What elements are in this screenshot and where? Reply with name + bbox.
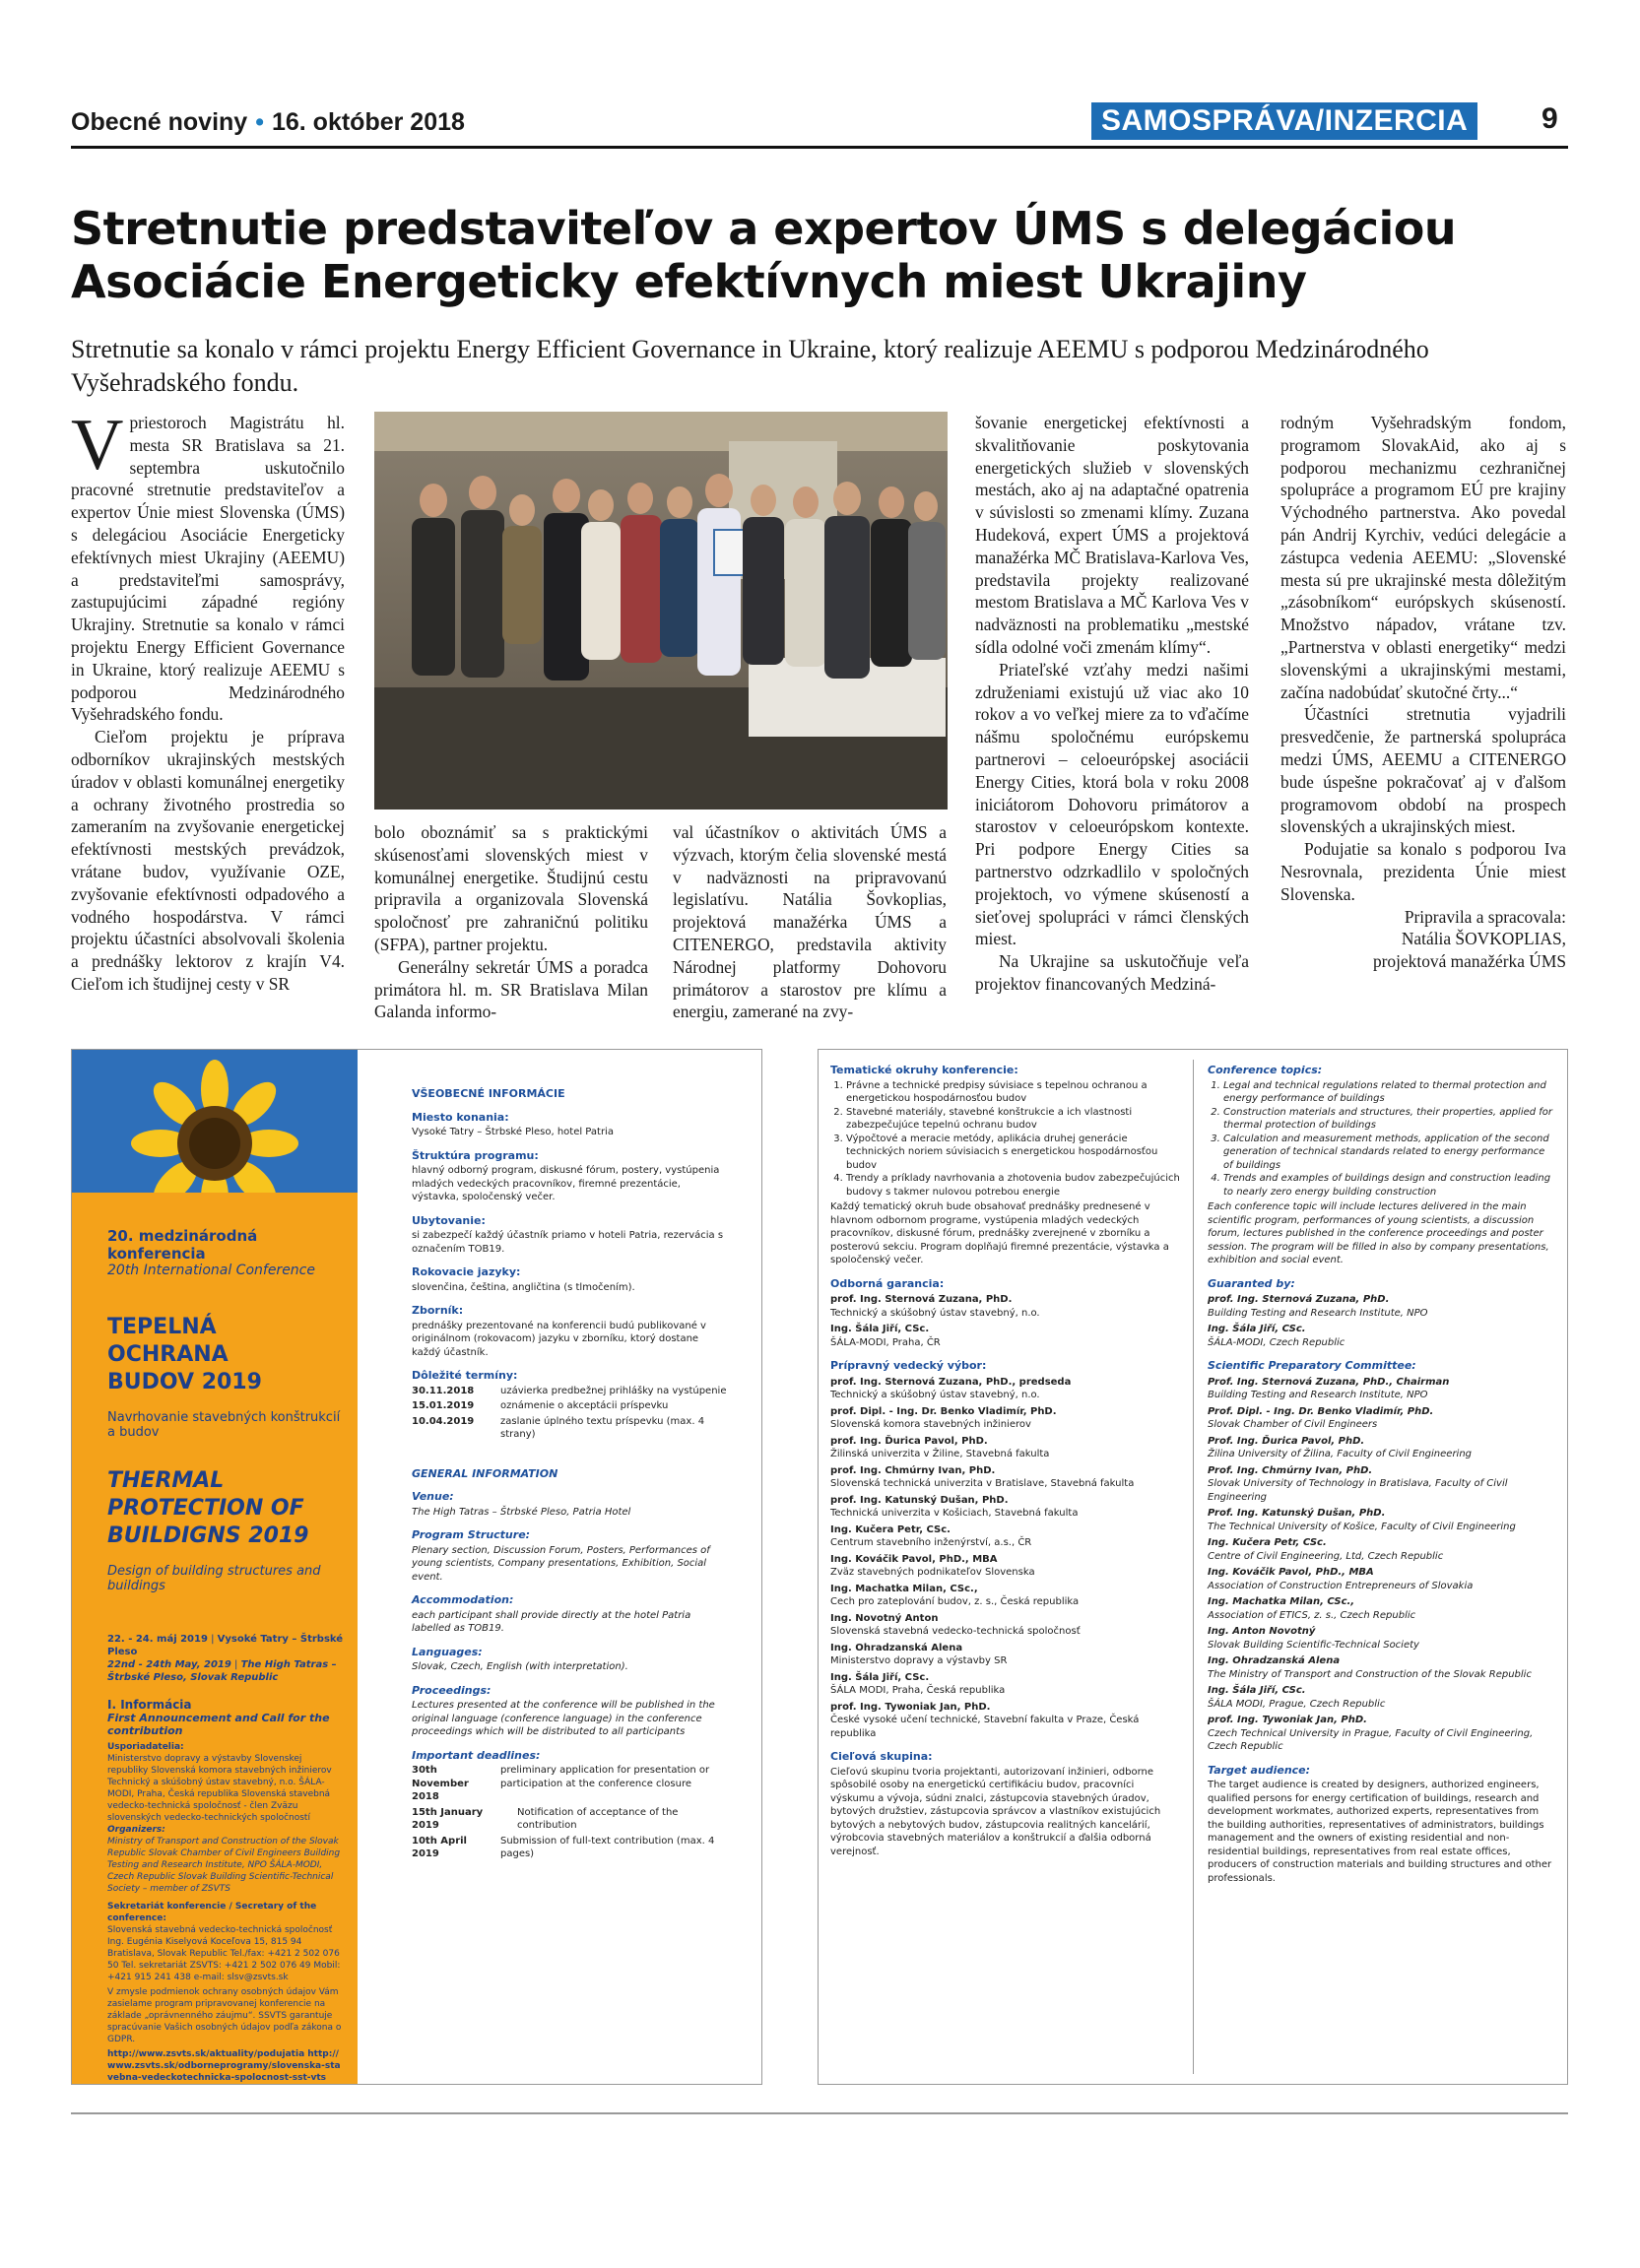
topics-heading-en: Conference topics: <box>1208 1064 1323 1076</box>
committee-member <box>830 1553 1180 1580</box>
deadline-date: 15.01.2019 <box>412 1400 475 1411</box>
secretary-heading: Sekretariát konferencie / Secretary of the conference: <box>107 1902 317 1923</box>
member-name: Ing. Kováčik Pavol, PhD., MBA <box>1208 1567 1374 1578</box>
member-name: Ing. Novotný Anton <box>830 1612 939 1624</box>
organizers-text: Ministerstvo dopravy a výstavby Slovenskej republiky Slovenská komora stavebných inžinierov Technický a skúšobný ústav stavebný, n.o. ŠÁLA-MODI, Praha, Česká republika Slovenská stavebná vedecko-technická spoločnosť - člen Zväzu slovenských vedecko-technických spoločností <box>107 1754 332 1823</box>
deadline-row <box>412 1835 727 1861</box>
accommodation-heading-en: Accommodation: <box>412 1593 514 1606</box>
committee-member <box>830 1293 1180 1320</box>
committee-member <box>1208 1405 1557 1432</box>
member-name: Ing. Ohradzanská Alena <box>830 1642 963 1653</box>
committee-member <box>830 1494 1180 1521</box>
member-name: Ing. Šála Jiří, CSc. <box>830 1671 930 1683</box>
member-name: prof. Ing. Ďurica Pavol, PhD. <box>830 1435 988 1447</box>
article-paragraph: Účastníci stretnutia vyjadrili presvedčenie, že partnerská spolupráca medzi ÚMS, AEEMU a CITENERGO bude úspešne pokračovať aj v ďalšom programovom období na prospech slovenských a ukrajinských miest. <box>1280 704 1566 837</box>
deadlines-heading-en: Important deadlines: <box>412 1748 541 1762</box>
member-affiliation: Technický a skúšobný ústav stavebný, n.o. <box>830 1307 1040 1319</box>
deadlines-list <box>412 1385 727 1442</box>
member-name: Ing. Kučera Petr, CSc. <box>830 1523 951 1535</box>
accommodation-text-en: each participant shall provide directly at the hotel Patria labelled as TOB19. <box>412 1609 691 1634</box>
column-divider <box>1193 1060 1194 2074</box>
member-name: Prof. Ing. Sternová Zuzana, PhD., Chairman <box>1208 1376 1450 1388</box>
article-paragraph <box>71 405 345 726</box>
committee-member <box>1208 1536 1557 1563</box>
member-name: Ing. Machatka Milan, CSc., <box>1208 1596 1355 1607</box>
committee-member <box>830 1405 1180 1432</box>
guarantee-heading-en: Guaranted by: <box>1208 1276 1295 1290</box>
committee-list-en <box>1208 1376 1557 1754</box>
organizers-heading: Usporiadatelia: <box>107 1742 184 1752</box>
deadline-date: 30th November 2018 <box>412 1765 469 1802</box>
masthead <box>71 108 465 137</box>
committee-member <box>1208 1654 1557 1681</box>
article-column-2 <box>374 821 648 1023</box>
topics-column-en <box>1208 1064 1557 1887</box>
committee-heading-en: Scientific Preparatory Committee: <box>1208 1359 1416 1372</box>
photo-illustration <box>374 412 948 810</box>
article-paragraph: Cieľom projektu je príprava odborníkov ukrajinských mestských úradov v oblasti komunálnej energetiky a ochrany životného prostredia so zameraním na zvyšovanie energetickej efektívnosti mestských prevádzok, vrátane budov, využívanie OZE, zvyšovanie efektívnosti odpadového a vodného hospodárstva. V rámci projektu účastníci absolvovali školenia a prednášky lektorov z krajín V4. Cieľom ich študijnej cesty v SR <box>71 727 345 994</box>
article-paragraph: val účastníkov o aktivitách ÚMS a výzvach, ktorým čelia slovenské mestá v nadväznosti na pripravovanú legislatívu. Natália Šovkoplias, projektová manažérka ÚMS a CITENERGO, predstavila aktivity Národnej platformy Dohovoru primátorov a starostov pre klímu a energiu, zamerané na zvy- <box>673 822 947 1022</box>
member-affiliation: Building Testing and Research Institute, NPO <box>1208 1390 1428 1400</box>
info-heading: I. Informácia <box>107 1698 192 1712</box>
member-name: Ing. Ohradzanská Alena <box>1208 1655 1341 1666</box>
audience-heading: Cieľová skupina: <box>830 1750 933 1763</box>
article-paragraph: šovanie energetickej efektívnosti a skvalitňovanie poskytovania energetických služieb v slovenských mestách, ako aj na adaptačné opatrenia v súvislosti so zmenami klímy. Zuzana Hudeková, expert ÚMS a projektová manažérka MČ Bratislava-Karlova Ves, predstavila projekty realizované mestom Bratislava a MČ Karlova Ves v nadväznosti na problematiku „mestské sídla odolné voči zmenám klímy“. <box>975 413 1249 657</box>
member-name: Ing. Šála Jiří, CSc. <box>1208 1324 1306 1334</box>
organizers-block <box>107 1741 344 2084</box>
member-affiliation: Centrum stavebního inženýrství, a.s., ČR <box>830 1537 1032 1548</box>
member-affiliation: Slovenská komora stavebných inžinierov <box>830 1419 1031 1430</box>
guarantee-heading: Odborná garancia: <box>830 1276 945 1290</box>
deadline-date: 15th January 2019 <box>412 1806 484 1831</box>
byline-label: Pripravila a spracovala: <box>1404 906 1566 927</box>
header-rule <box>71 146 1568 149</box>
info-heading-en: First Announcement and Call for the contribution <box>107 1712 330 1737</box>
member-name: Ing. Machatka Milan, CSc., <box>830 1583 978 1594</box>
committee-member <box>830 1642 1180 1668</box>
deadline-text: uzávierka predbežnej prihlášky na vystúpenie <box>500 1385 727 1396</box>
deadline-text: Submission of full-text contribution (max. 4 pages) <box>500 1835 715 1859</box>
venue-heading-en: Venue: <box>412 1490 454 1503</box>
gdpr-note: V zmysle podmienok ochrany osobných údajov Vám zasielame program pripravovanej konferencie na základe „oprávnenného záujmu“. SSVTS garantuje spracúvanie Vašich osobných údajov podľa zákona o GDPR. <box>107 1987 342 2044</box>
article-column-4 <box>975 412 1249 996</box>
venue-heading: Miesto konania: <box>412 1110 509 1124</box>
separator-dot: • <box>255 108 264 136</box>
committee-member <box>830 1671 1180 1698</box>
delegation-group-photo <box>374 412 948 810</box>
topic-item: 1. Právne a technické predpisy súvisiace s tepelnou ochranou a energetickou hospodárnosťou budov <box>846 1079 1180 1106</box>
page-number: 9 <box>1542 102 1558 135</box>
topic-item: 1. Legal and technical regulations related to thermal protection and energy performance of buildings <box>1223 1079 1557 1106</box>
title-line: BUDOV 2019 <box>107 1370 262 1394</box>
member-affiliation: ŠÁLA MODI, Praha, Česká republika <box>830 1685 1006 1696</box>
member-affiliation: Žilinská univerzita v Žiline, Stavebná fakulta <box>830 1449 1050 1459</box>
place-sk: Vysoké Tatry – Štrbské Pleso <box>107 1634 344 1657</box>
guarantee-list-en <box>1208 1293 1557 1349</box>
headline-line-1: Stretnutie predstaviteľov a expertov ÚMS s delegáciou <box>71 202 1457 255</box>
general-info-heading-en: GENERAL INFORMATION <box>412 1466 558 1480</box>
article-paragraph: Podujatie sa konalo s podporou Iva Nesrovnala, prezidenta Únie miest Slovenska. <box>1280 839 1566 904</box>
member-name: prof. Ing. Tywoniak Jan, PhD. <box>1208 1715 1367 1725</box>
languages-heading-en: Languages: <box>412 1645 483 1658</box>
title-line: OCHRANA <box>107 1342 229 1367</box>
venue-text-en: The High Tatras – Štrbské Pleso, Patria Hotel <box>412 1506 631 1518</box>
committee-heading: Prípravný vedecký výbor: <box>830 1359 987 1372</box>
member-affiliation: Czech Technical University in Prague, Faculty of Civil Engineering, Czech Republic <box>1208 1727 1534 1752</box>
committee-member <box>1208 1323 1557 1349</box>
member-name: Ing. Šála Jiří, CSc. <box>1208 1685 1306 1696</box>
member-name: Prof. Ing. Chmúrny Ivan, PhD. <box>1208 1464 1373 1476</box>
committee-member <box>1208 1625 1557 1652</box>
article-column-3 <box>673 821 947 1023</box>
headline <box>71 202 1578 308</box>
committee-member <box>1208 1293 1557 1320</box>
committee-member <box>1208 1435 1557 1461</box>
lead-paragraph: Stretnutie sa konalo v rámci projektu Energy Efficient Governance in Ukraine, ktorý realizuje AEEMU s podporou Medzinárodného Vyšehradského fondu. <box>71 335 1429 397</box>
member-name: Ing. Šála Jiří, CSc. <box>830 1324 930 1334</box>
committee-member <box>830 1523 1180 1550</box>
title-line: BUILDIGNS 2019 <box>107 1523 309 1548</box>
member-name: prof. Ing. Tywoniak Jan, PhD. <box>830 1701 991 1713</box>
conference-links: http://www.zsvts.sk/aktuality/podujatia http://www.zsvts.sk/odborneprogramy/slovenska-stavebna-vedeckotechnicka-spolocnost-sst-vts <box>107 2049 341 2083</box>
proceedings-heading: Zborník: <box>412 1304 464 1317</box>
member-name: prof. Ing. Sternová Zuzana, PhD. <box>830 1294 1013 1305</box>
title-line: PROTECTION OF <box>107 1496 304 1521</box>
member-affiliation: Technická univerzita v Košiciach, Stavebná fakulta <box>830 1508 1079 1519</box>
conference-ad-left <box>71 1049 762 2085</box>
topic-item: 3. Calculation and measurement methods, application of the second generation of technical standards related to energy performance of buildings <box>1223 1133 1557 1173</box>
proceedings-text-en: Lectures presented at the conference will be published in the original language (conference language) in the conference proceedings which will be distributed to all participants <box>412 1700 715 1737</box>
footer-rule <box>71 2112 1568 2114</box>
accommodation-text: si zabezpečí každý účastník priamo v hoteli Patria, rezervácia s označením TOB19. <box>412 1230 724 1255</box>
deadline-text: Notification of acceptance of the contribution <box>517 1806 679 1831</box>
article-column-1 <box>71 405 345 1012</box>
section-tag: SAMOSPRÁVA/INZERCIA <box>1091 102 1477 140</box>
deadline-text: oznámenie o akceptácii príspevku <box>500 1400 669 1411</box>
topic-item: 3. Výpočtové a meracie metódy, aplikácia druhej generácie technických noriem súvisiacich s energetickou hospodárnosťou budov <box>846 1133 1180 1173</box>
deadline-date: 10.04.2019 <box>412 1415 475 1427</box>
general-info-column <box>412 1087 727 1863</box>
organizers-heading-en: Organizers: <box>107 1825 165 1835</box>
topic-item: 2. Construction materials and structures, their properties, applied for thermal protection of buildings <box>1223 1106 1557 1133</box>
member-affiliation: Slovak University of Technology in Bratislava, Faculty of Civil Engineering <box>1208 1478 1508 1503</box>
member-affiliation: ŠÁLA MODI, Prague, Czech Republic <box>1208 1698 1386 1710</box>
conference-title-en <box>107 1467 344 1550</box>
member-affiliation: Slovak Building Scientific-Technical Society <box>1208 1639 1419 1651</box>
issue-date: 16. október 2018 <box>271 108 465 136</box>
general-info-heading: VŠEOBECNÉ INFORMÁCIE <box>412 1087 565 1100</box>
member-affiliation: České vysoké učení technické, Stavební fakulta v Praze, Česká republika <box>830 1715 1140 1739</box>
committee-member <box>1208 1464 1557 1505</box>
structure-heading-en: Program Structure: <box>412 1528 531 1541</box>
languages-text-en: Slovak, Czech, English (with interpretation). <box>412 1661 628 1672</box>
member-affiliation: ŠÁLA-MODI, Czech Republic <box>1208 1336 1345 1348</box>
article-paragraph: rodným Vyšehradským fondom, programom SlovakAid, ako aj s podporou mechanizmu cezhraničnej spolupráce a programom EÚ pre krajiny Východného partnerstva. Ako povedal pán Andrij Kyrchiv, vedúci delegácie a zástupca vedenia AEEMU: „Slovenské mesta sú pre ukrajinské mesta dôležitým „zásobníkom“ európskych skúseností. Množstvo nápadov, vrátane tzv. „Partnerstva v oblasti energetiky“ medzi slovenskými a ukrajinskými mestami, začína nadobúdať skutočné črty...“ <box>1280 413 1566 702</box>
title-line: TEPELNÁ <box>107 1315 217 1339</box>
committee-member <box>830 1701 1180 1741</box>
ad-orange-panel <box>72 1050 358 2084</box>
member-name: Ing. Kováčik Pavol, PhD., MBA <box>830 1553 998 1565</box>
topic-item: 4. Trendy a príklady navrhovania a zhotovenia budov zabezpečujúcich budovy s takmer nulovou potrebou energie <box>846 1172 1180 1199</box>
byline-role: projektová manažérka ÚMS <box>1372 951 1566 972</box>
member-name: prof. Dipl. - Ing. Dr. Benko Vladimír, PhD. <box>830 1405 1057 1417</box>
member-affiliation: ŠÁLA-MODI, Praha, ČR <box>830 1336 941 1348</box>
member-name: prof. Ing. Chmúrny Ivan, PhD. <box>830 1464 996 1476</box>
byline-author: Natália ŠOVKOPLIAS, <box>1401 929 1566 949</box>
member-affiliation: Technický a skúšobný ústav stavebný, n.o. <box>830 1390 1040 1400</box>
member-affiliation: Cech pro zateplování budov, z. s., Česká republika <box>830 1596 1080 1607</box>
member-affiliation: Zväz stavebných podnikateľov Slovenska <box>830 1567 1035 1578</box>
member-name: prof. Ing. Katunský Dušan, PhD. <box>830 1494 1009 1506</box>
member-name: Ing. Kučera Petr, CSc. <box>1208 1537 1327 1548</box>
committee-list <box>830 1376 1180 1741</box>
conference-number-en: 20th International Conference <box>107 1263 315 1278</box>
article-paragraph: Priateľské vzťahy medzi našimi združeniami existujú už viac ako 10 rokov a vo veľkej miere za to vďačíme nášmu spoločnému európskemu partnerovi – celoeurópskej asociácii Energy Cities, ktorá bola v roku 2008 iniciátorom Dohovoru primátorov a starostov v celoeurópskom kontexte. Pri podpore Energy Cities sa partnerstvo odzrkadlilo v spoločných projektoch, vo výmene skúseností a sieťovej spolupráci v rámci členských miest. <box>975 659 1249 949</box>
proceedings-heading-en: Proceedings: <box>412 1683 492 1697</box>
deadline-text: zaslanie úplného textu príspevku (max. 4 strany) <box>500 1415 705 1440</box>
member-name: Prof. Dipl. - Ing. Dr. Benko Vladimír, PhD. <box>1208 1405 1434 1417</box>
committee-member <box>830 1376 1180 1402</box>
member-affiliation: Žilina University of Žilina, Faculty of Civil Engineering <box>1208 1449 1473 1459</box>
committee-member <box>830 1323 1180 1349</box>
paper-name: Obecné noviny <box>71 108 248 136</box>
topics-note: Každý tematický okruh bude obsahovať prednášky prednesené v hlavnom odbornom programe, vystúpenia mladých vedeckých pracovníkov, diskusné fórum, prednášky zverejnené v zborníku a posterovú sekciu. Program doplňajú firemné prezentácie, výstavka a spoločenský večer. <box>830 1201 1169 1265</box>
conference-subtitle-sk: Navrhovanie stavebných konštrukcií a budov <box>107 1410 341 1440</box>
article-paragraph: Na Ukrajine sa uskutočňuje veľa projektov financovaných Medziná- <box>975 951 1249 994</box>
audience-text-en: The target audience is created by designers, authorized engineers, qualified persons for energy certification of buildings, research and development workmates, authorized experts, representatives from the building authorities, representatives of administrators, buildings management and the owners of existing residential and non-residential buildings, representatives from real estate offices, producers of construction materials and building structures and other professionals. <box>1208 1780 1552 1884</box>
topics-heading: Tematické okruhy konferencie: <box>830 1064 1018 1076</box>
audience-text: Cieľovú skupinu tvoria projektanti, autorizovaní inžinieri, odborne spôsobilé osoby na energetickú certifikáciu budov, pracovníci výskumu a vývoja, súdni znalci, zástupcovia stavebných úradov, bytových družstiev, zástupcovia správcov a vlastníkov existujúcich bytových a nebytových budov, zástupcovia realitných kancelárií, výrobcovia stavebných materiálov a konštrukcií a ďalšia odborná verejnosť. <box>830 1766 1161 1857</box>
structure-heading: Štruktúra programu: <box>412 1148 539 1162</box>
member-affiliation: Slovenská technická univerzita v Bratislave, Stavebná fakulta <box>830 1478 1135 1489</box>
committee-member <box>1208 1595 1557 1622</box>
paragraph-text: priestoroch Magistrátu hl. mesta SR Bratislava sa 21. septembra uskutočnilo pracovné stretnutie predstaviteľov a expertov Únie miest Slovenska (ÚMS) s delegáciou Asociácie Energeticky efektívnych miest Ukrajiny (AEEMU) a predstaviteľmi samosprávy, zastupujúcimi západné regióny Ukrajiny. Stretnutie sa konalo v rámci projektu Energy Efficient Governance in Ukraine, ktorý realizuje AEEMU s podporou Medzinárodného Vyšehradského fondu. <box>71 413 345 725</box>
topic-item: 4. Trends and examples of buildings design and construction leading to nearly zero energy building construction <box>1223 1172 1557 1199</box>
topics-column-sk <box>830 1064 1180 1860</box>
topics-list <box>846 1079 1180 1199</box>
structure-text: hlavný odborný program, diskusné fórum, postery, vystúpenia mladých vedeckých pracovníkov, firemné prezentácie, výstavka, spoločenský večer. <box>412 1165 720 1202</box>
languages-heading: Rokovacie jazyky: <box>412 1265 521 1278</box>
deadlines-list-en <box>412 1764 727 1861</box>
sunflower-image <box>72 1050 358 1193</box>
member-name: Prof. Ing. Ďurica Pavol, PhD. <box>1208 1435 1365 1447</box>
deadline-row <box>412 1415 727 1442</box>
deadline-row <box>412 1764 727 1804</box>
venue-text: Vysoké Tatry – Štrbské Pleso, hotel Patria <box>412 1127 614 1137</box>
member-affiliation: Slovak Chamber of Civil Engineers <box>1208 1419 1378 1430</box>
member-affiliation: The Technical University of Košice, Faculty of Civil Engineering <box>1208 1521 1516 1532</box>
organizers-text-en: Ministry of Transport and Construction of the Slovak Republic Slovak Chamber of Civil Engineers Building Testing and Research Institute, NPO ŠÁLA-MODI, Czech Republic Slovak Building Scientific-Technical Society – member of ZSVTS <box>107 1837 341 1894</box>
member-name: prof. Ing. Sternová Zuzana, PhD., predseda <box>830 1376 1072 1388</box>
date-en: 22nd - 24th May, 2019 <box>107 1659 231 1670</box>
conference-number: 20. medzinárodná konferencia <box>107 1227 258 1263</box>
committee-member <box>830 1435 1180 1461</box>
member-name: Prof. Ing. Katunský Dušan, PhD. <box>1208 1508 1386 1519</box>
committee-member <box>1208 1714 1557 1754</box>
committee-member <box>1208 1684 1557 1711</box>
committee-member <box>1208 1376 1557 1402</box>
conference-subtitle-en: Design of building structures and buildings <box>107 1564 321 1593</box>
title-line: THERMAL <box>107 1468 225 1493</box>
deadlines-heading: Dôležité termíny: <box>412 1369 518 1382</box>
member-name: Ing. Anton Novotný <box>1208 1626 1316 1637</box>
member-affiliation: The Ministry of Transport and Construction of the Slovak Republic <box>1208 1668 1532 1680</box>
article-paragraph: bolo oboznámiť sa s praktickými skúsenosťami slovenských miest v komunálnej energetike. Študijnú cestu pripravila a organizovala Slovenská spoločnosť pre zahraničnú politiku (SFPA), partner projektu. <box>374 822 648 954</box>
structure-text-en: Plenary section, Discussion Forum, Posters, Performances of young scientists, Company presentations, Exhibition, Social event. <box>412 1544 710 1583</box>
committee-member <box>1208 1566 1557 1592</box>
topic-item: 2. Stavebné materiály, stavebné konštrukcie a ich vlastnosti zabezpečujúce tepelnú ochranu budov <box>846 1106 1180 1133</box>
member-affiliation: Association of ETICS, z. s., Czech Republic <box>1208 1609 1416 1621</box>
accommodation-heading: Ubytovanie: <box>412 1213 486 1227</box>
article-column-5 <box>1280 412 1566 973</box>
conference-title-sk <box>107 1314 344 1396</box>
committee-member <box>830 1464 1180 1491</box>
member-name: prof. Ing. Sternová Zuzana, PhD. <box>1208 1294 1390 1305</box>
committee-member <box>830 1612 1180 1639</box>
member-affiliation: Centre of Civil Engineering, Ltd, Czech Republic <box>1208 1550 1444 1562</box>
languages-text: slovenčina, čeština, angličtina (s tlmočením). <box>412 1281 635 1293</box>
member-affiliation: Ministerstvo dopravy a výstavby SR <box>830 1655 1008 1666</box>
committee-member <box>830 1583 1180 1609</box>
proceedings-text: prednášky prezentované na konferencii budú publikované v originálnom (rokovacom) jazyku v zborníku, ktorý dostane každý účastník. <box>412 1320 706 1358</box>
guarantee-list <box>830 1293 1180 1349</box>
article-paragraph: Generálny sekretár ÚMS a poradca primátora hl. m. SR Bratislava Milan Galanda informo- <box>374 956 648 1022</box>
topics-list-en <box>1223 1079 1557 1199</box>
conference-ad-right <box>818 1049 1568 2085</box>
deadline-text: preliminary application for presentation or participation at the conference closure <box>500 1765 710 1789</box>
committee-member <box>1208 1507 1557 1533</box>
audience-heading-en: Target audience: <box>1208 1763 1311 1777</box>
conference-dates: 22. - 24. máj 2019 | Vysoké Tatry – Štrbské Pleso 22nd - 24th May, 2019 | The High Tatras – Štrbské Pleso, Slovak Republic <box>107 1634 344 1683</box>
member-affiliation: Building Testing and Research Institute, NPO <box>1208 1307 1428 1319</box>
drop-cap: V <box>71 405 124 486</box>
deadline-date: 30.11.2018 <box>412 1385 475 1396</box>
topics-note-en: Each conference topic will include lectures delivered in the main scientific program, performances of young scientists, a discussion forum, lectures published in the conference proceedings and poster session. The program will be filled in also by company presentations, exhibition and social event. <box>1208 1201 1549 1265</box>
deadline-row <box>412 1385 727 1398</box>
date-sk: 22. - 24. máj 2019 <box>107 1634 208 1645</box>
member-affiliation: Slovenská stavebná vedecko-technická spoločnosť <box>830 1626 1081 1637</box>
deadline-row <box>412 1806 727 1833</box>
secretary-text: Slovenská stavebná vedecko-technická spoločnosť Ing. Eugénia Kiselyová Koceľova 15, 815 94 Bratislava, Slovak Republic Tel./fax: +421 2 502 076 50 Tel. sekretariát ZSVTS: +421 2 502 076 49 Mobil: +421 915 241 438 e-mail: slsv@zsvts.sk <box>107 1925 341 1982</box>
member-affiliation: Association of Construction Entrepreneurs of Slovakia <box>1208 1580 1474 1591</box>
headline-line-2: Asociácie Energeticky efektívnych miest Ukrajiny <box>71 255 1307 308</box>
deadline-date: 10th April 2019 <box>412 1835 467 1859</box>
deadline-row <box>412 1399 727 1413</box>
place-en: The High Tatras – Štrbské Pleso, Slovak Republic <box>107 1659 337 1683</box>
